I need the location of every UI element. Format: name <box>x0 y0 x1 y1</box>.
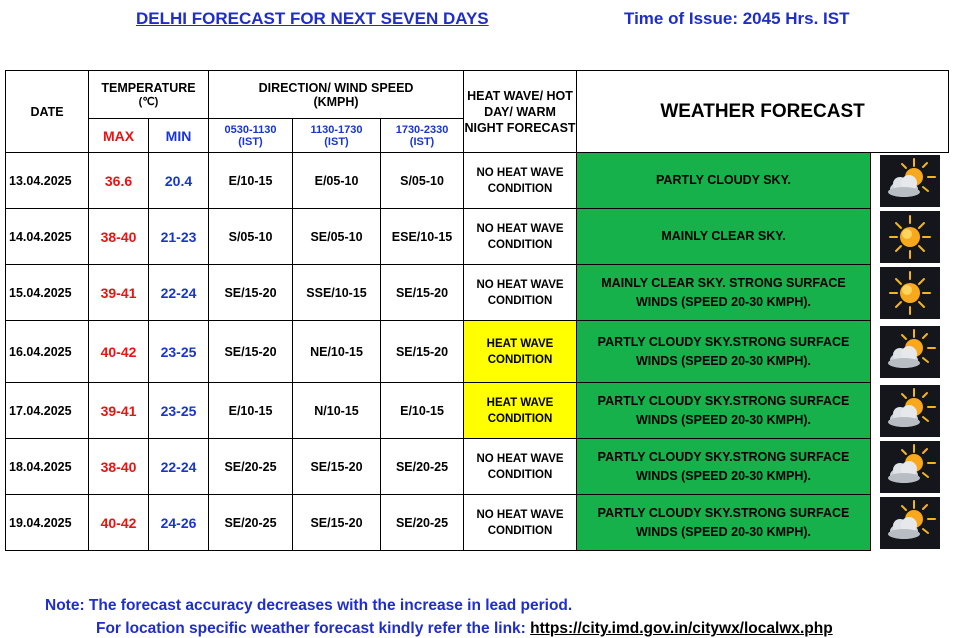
row-max: 38-40 <box>89 439 149 495</box>
row-max: 39-41 <box>89 383 149 439</box>
row-icon-cell <box>871 321 949 383</box>
row-wind-1: SE/15-20 <box>209 265 293 321</box>
row-wind-3: SE/20-25 <box>381 495 464 551</box>
col-temp-label: TEMPERATURE <box>101 81 196 95</box>
row-heat-wave: NO HEAT WAVE CONDITION <box>464 495 577 551</box>
col-max-header: MAX <box>89 119 149 153</box>
row-icon-cell <box>871 209 949 265</box>
sun-icon <box>880 211 940 263</box>
row-forecast: MAINLY CLEAR SKY. STRONG SURFACE WINDS (SPEED 20-30 KMPH). <box>577 265 871 321</box>
row-icon-cell <box>871 439 949 495</box>
issue-time: Time of Issue: 2045 Hrs. IST <box>624 9 850 28</box>
col-temp-unit: (℃) <box>138 96 159 108</box>
row-icon-cell <box>871 495 949 551</box>
table-row <box>6 209 949 265</box>
slot3-label: 1730-2330 <box>395 123 449 136</box>
row-wind-2: SE/15-20 <box>293 439 381 495</box>
slot3-ist: (IST) <box>409 135 435 148</box>
table-row <box>6 439 949 495</box>
row-max: 40-42 <box>89 495 149 551</box>
row-date: 15.04.2025 <box>6 265 89 321</box>
row-wind-3: SE/15-20 <box>381 265 464 321</box>
row-date: 19.04.2025 <box>6 495 89 551</box>
row-wind-3: E/10-15 <box>381 383 464 439</box>
note-label: Note: <box>45 597 85 614</box>
row-wind-2: SE/15-20 <box>293 495 381 551</box>
row-wind-1: SE/20-25 <box>209 439 293 495</box>
row-date: 18.04.2025 <box>6 439 89 495</box>
row-icon-cell <box>871 383 949 439</box>
col-fc-header: WEATHER FORECAST <box>577 71 949 153</box>
partly-cloudy-icon <box>880 441 940 493</box>
table-row <box>6 383 949 439</box>
row-min: 23-25 <box>149 321 209 383</box>
col-hw-header: HEAT WAVE/ HOT DAY/ WARM NIGHT FORECAST <box>464 71 577 153</box>
slot2-ist: (IST) <box>324 135 349 148</box>
slot2-label: 1130-1730 <box>310 123 363 136</box>
partly-cloudy-icon <box>880 326 940 378</box>
row-date: 14.04.2025 <box>6 209 89 265</box>
note-line1: The forecast accuracy decreases with the increase in lead period. <box>84 597 573 614</box>
row-forecast: PARTLY CLOUDY SKY. <box>577 153 871 209</box>
row-wind-1: E/10-15 <box>209 383 293 439</box>
row-date: 13.04.2025 <box>6 153 89 209</box>
row-heat-wave: NO HEAT WAVE CONDITION <box>464 153 577 209</box>
row-date: 17.04.2025 <box>6 383 89 439</box>
local-forecast-link[interactable]: https://city.imd.gov.in/citywx/localwx.php <box>530 620 833 637</box>
col-slot1-header <box>209 119 293 153</box>
row-min: 24-26 <box>149 495 209 551</box>
row-min: 22-24 <box>149 439 209 495</box>
table-row <box>6 495 949 551</box>
row-min: 21-23 <box>149 209 209 265</box>
row-min: 22-24 <box>149 265 209 321</box>
row-wind-3: SE/20-25 <box>381 439 464 495</box>
row-wind-3: ESE/10-15 <box>381 209 464 265</box>
row-wind-2: N/10-15 <box>293 383 381 439</box>
row-heat-wave: HEAT WAVE CONDITION <box>464 383 577 439</box>
col-wind-header <box>209 71 464 119</box>
row-max: 40-42 <box>89 321 149 383</box>
row-max: 39-41 <box>89 265 149 321</box>
partly-cloudy-icon <box>880 385 940 437</box>
note-line2: For location specific weather forecast kindly refer the link: <box>96 620 531 637</box>
col-slot3-header <box>381 119 464 153</box>
col-slot2-header <box>293 119 381 153</box>
row-wind-2: SSE/10-15 <box>293 265 381 321</box>
note <box>45 597 572 615</box>
row-max: 38-40 <box>89 209 149 265</box>
page-title: DELHI FORECAST FOR NEXT SEVEN DAYS <box>136 9 489 28</box>
col-wind-unit: (KMPH) <box>313 94 359 109</box>
forecast-table <box>5 70 949 551</box>
row-icon-cell <box>871 265 949 321</box>
row-wind-2: NE/10-15 <box>293 321 381 383</box>
col-date-header: DATE <box>6 71 89 153</box>
row-heat-wave: HEAT WAVE CONDITION <box>464 321 577 383</box>
table-row <box>6 153 949 209</box>
row-heat-wave: NO HEAT WAVE CONDITION <box>464 209 577 265</box>
col-temp-header <box>89 71 209 119</box>
row-wind-3: S/05-10 <box>381 153 464 209</box>
row-wind-2: SE/05-10 <box>293 209 381 265</box>
row-date: 16.04.2025 <box>6 321 89 383</box>
table-row <box>6 321 949 383</box>
col-min-header: MIN <box>149 119 209 153</box>
row-wind-1: SE/15-20 <box>209 321 293 383</box>
row-forecast: PARTLY CLOUDY SKY.STRONG SURFACE WINDS (SPEED 20-30 KMPH). <box>577 383 871 439</box>
row-heat-wave: NO HEAT WAVE CONDITION <box>464 265 577 321</box>
note-line2-wrap <box>96 620 833 638</box>
row-wind-1: E/10-15 <box>209 153 293 209</box>
row-forecast: PARTLY CLOUDY SKY.STRONG SURFACE WINDS (SPEED 20-30 KMPH). <box>577 439 871 495</box>
row-wind-1: SE/20-25 <box>209 495 293 551</box>
partly-cloudy-icon <box>880 155 940 207</box>
row-icon-cell <box>871 153 949 209</box>
slot1-label: 0530-1130 <box>224 123 277 136</box>
sun-icon <box>880 267 940 319</box>
slot1-ist: (IST) <box>238 135 263 148</box>
row-min: 23-25 <box>149 383 209 439</box>
row-wind-1: S/05-10 <box>209 209 293 265</box>
row-forecast: MAINLY CLEAR SKY. <box>577 209 871 265</box>
row-forecast: PARTLY CLOUDY SKY.STRONG SURFACE WINDS (SPEED 20-30 KMPH). <box>577 321 871 383</box>
row-wind-2: E/05-10 <box>293 153 381 209</box>
row-max: 36.6 <box>89 153 149 209</box>
col-wind-label: DIRECTION/ WIND SPEED <box>258 80 414 95</box>
row-forecast: PARTLY CLOUDY SKY.STRONG SURFACE WINDS (SPEED 20-30 KMPH). <box>577 495 871 551</box>
table-row <box>6 265 949 321</box>
row-wind-3: SE/15-20 <box>381 321 464 383</box>
row-heat-wave: NO HEAT WAVE CONDITION <box>464 439 577 495</box>
partly-cloudy-icon <box>880 497 940 549</box>
row-min: 20.4 <box>149 153 209 209</box>
